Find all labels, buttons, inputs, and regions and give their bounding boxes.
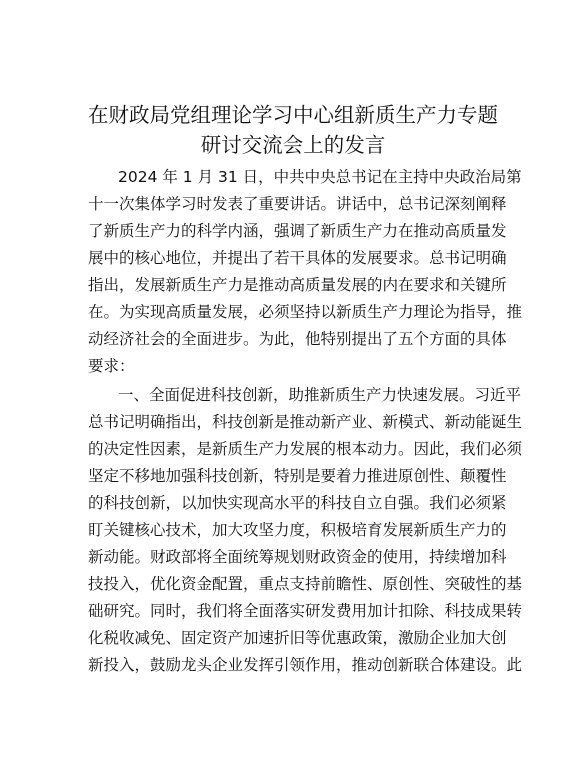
paragraph-2-line-7: 新动能。财政部将全面统筹规划财政资金的使用，持续增加科 (88, 548, 507, 566)
paragraph-1-line-5: 指出，发展新质生产力是推动高质量发展的内在要求和关键所 (88, 276, 507, 294)
paragraph-1-line-8: 要求： (88, 357, 135, 375)
paragraph-2-line-8: 技投入，优化资金配置，重点支持前瞻性、原创性、突破性的基 (88, 575, 523, 593)
paragraph-1-line-4: 展中的核心地位，并提出了若干具体的发展要求。总书记明确 (88, 249, 507, 267)
paragraph-2-line-4: 坚定不移地加强科技创新，特别是要着力推进原创性、颠覆性 (88, 467, 507, 485)
paragraph-1-line-6: 在。为实现高质量发展，必须坚持以新质生产力理论为指导，推 (88, 303, 523, 321)
paragraph-2-line-3: 的决定性因素，是新质生产力发展的根本动力。因此，我们必须 (88, 440, 523, 458)
document-title-line-1: 在财政局党组理论学习中心组新质生产力专题 (88, 103, 498, 127)
paragraph-2-line-1: 一、全面促进科技创新，助推新质生产力快速发展。习近平 (118, 386, 522, 404)
paragraph-2-line-5: 的科技创新，以加快实现高水平的科技自立自强。我们必须紧 (88, 494, 507, 512)
paragraph-2-line-10: 化税收减免、固定资产加速折旧等优惠政策，激励企业加大创 (88, 629, 507, 647)
paragraph-1-line-1: 2024 年 1 月 31 日，中共中央总书记在主持中央政治局第 (118, 168, 522, 186)
paragraph-1-line-7: 动经济社会的全面进步。为此，他特别提出了五个方面的具体 (88, 330, 507, 348)
paragraph-2-line-6: 盯关键核心技术，加大攻坚力度，积极培育发展新质生产力的 (88, 521, 507, 539)
paragraph-1-line-3: 了新质生产力的科学内涵，强调了新质生产力在推动高质量发 (88, 222, 507, 240)
document-title-line-2: 研讨交流会上的发言 (200, 133, 386, 157)
paragraph-1-line-2: 十一次集体学习时发表了重要讲话。讲话中，总书记深刻阐释 (88, 195, 507, 213)
paragraph-2-line-9: 础研究。同时，我们将全面落实研发费用加计扣除、科技成果转 (88, 602, 523, 620)
paragraph-2-line-11: 新投入，鼓励龙头企业发挥引领作用，推动创新联合体建设。此 (88, 656, 523, 674)
paragraph-2-line-2: 总书记明确指出，科技创新是推动新产业、新模式、新动能诞生 (88, 413, 523, 431)
